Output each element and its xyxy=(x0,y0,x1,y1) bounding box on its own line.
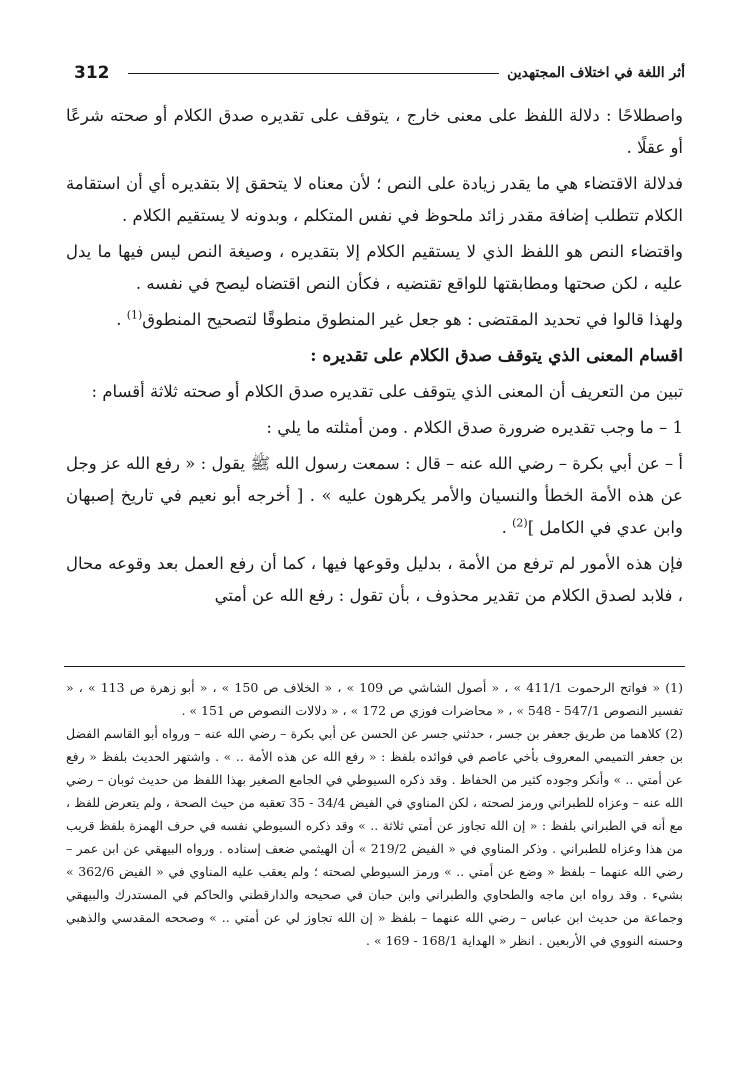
paragraph-divisions: تبين من التعريف أن المعنى الذي يتوقف على تقديره صدق الكلام أو صحته ثلاثة أقسام : xyxy=(91,382,683,401)
header-rule xyxy=(128,73,500,74)
footnote-1: (1) « فواتح الرحموت 411/1 » ، « أصول الشاشي ص 109 » ، « الخلاف ص 150 » ، « أبو زهرة ص 113 » ، « تفسير النصوص 547/1 - 548 » ، « محاضرات فوزي ص 172 » ، « دلالات النصوص ص 151 » . xyxy=(66,680,683,718)
section-heading: اقسام المعنى الذي يتوقف صدق الكلام على تقديره : xyxy=(310,346,683,366)
footnotes xyxy=(66,676,683,952)
paragraph-muqtada-text: ولهذا قالوا في تحديد المقتضى : هو جعل غير المنطوق منطوقًا لتصحيح المنطوق xyxy=(142,310,683,329)
paragraph-muqtada xyxy=(66,304,683,336)
paragraph-definition: واصطلاحًا : دلالة اللفظ على معنى خارج ، يتوقف على تقديره صدق الكلام أو صحته شرعًا أو عقلًا . xyxy=(66,106,683,157)
footnote-ref-2[interactable]: (2) xyxy=(512,516,528,530)
footnote-ref-1[interactable]: (1) xyxy=(126,308,143,322)
running-title: أثر اللغة في اختلاف المجتهدين xyxy=(507,65,685,81)
paragraph-explanation: فإن هذه الأمور لم ترفع من الأمة ، بدليل وقوعها فيها ، كما أن رفع العمل بعد وقوعه محال ، فلابد لصدق الكلام من تقدير محذوف ، بأن تقول : رفع الله عن أمتي xyxy=(66,554,683,605)
page-number: 312 xyxy=(74,63,110,83)
paragraph-iqtida-nass: واقتضاء النص هو اللفظ الذي لا يستقيم الكلام إلا بتقديره ، وصيغة النص ليس فيها ما يدل عليه ، لكن صحتها ومطابقتها للواقع تقتضيه ، فكأن النص اقتضاه ليصح في نفسه . xyxy=(66,242,683,293)
paragraph-item-1: 1 – ما وجب تقديره ضرورة صدق الكلام . ومن أمثلته ما يلي : xyxy=(266,418,683,437)
paragraph-hadith xyxy=(66,448,683,544)
page-header xyxy=(74,58,685,88)
main-text xyxy=(66,100,683,616)
footnote-2: (2) كلاهما من طريق جعفر بن جسر ، حدثني جسر عن الحسن عن أبي بكرة – رضي الله عنه – ورواه أبو القاسم الفضل بن جعفر التميمي المعروف بأخي عاصم في فوائده بلفظ : « رفع الله عن هذه الأمة .. » . واشتهر الحديث بلفظ « رفع عن أمتي .. » وأنكر وجوده كثير من الحفاظ . وقد ذكره السيوطي في الجامع الصغير بهذا اللفظ من حديث ثوبان – رضي الله عنه – وعزاه للطبراني ورمز لصحته ، لكن المناوي في الفيض 34/4 - 35 تعقبه من حيث الصحة ، ولم يتعرض للفظ ، مع أنه في الطبراني بلفظ : « إن الله تجاوز عن أمتي ثلاثة .. » وقد ذكره السيوطي نفسه في حرف الهمزة بلفظ قريب من هذا وعزاه للطبراني . وذكر المناوي في « الفيض 219/2 » أن الهيثمي ضعف إسناده . ورواه البيهقي عن ابن عمر – رضي الله عنهما – بلفظ « وضع عن أمتي .. » ورمز السيوطي لصحته ؛ ولم يعقب عليه المناوي في « الفيض 362/6 » بشيء . وقد رواه ابن ماجه والطحاوي والطبراني وابن حبان في صحيحه والدارقطني والحاكم في المستدرك والبيهقي وجماعة من حديث ابن عباس – رضي الله عنهما – بلفظ « إن الله تجاوز لي عن أمتي .. » وصححه المقدسي والذهبي وحسنه النووي في الأربعين . انظر « الهداية 168/1 - 169 » . xyxy=(66,726,684,948)
paragraph-iqtida: فدلالة الاقتضاء هي ما يقدر زيادة على النص ؛ لأن معناه لا يتحقق إلا بتقديره أي أن استقامة الكلام تتطلب إضافة مقدر زائد ملحوظ في نفس المتكلم ، وبدونه لا يستقيم الكلام . xyxy=(66,174,683,225)
paragraph-hadith-end: . xyxy=(501,518,513,537)
paragraph-muqtada-end: . xyxy=(116,310,127,329)
footnote-rule xyxy=(64,666,685,667)
paragraph-hadith-text: أ – عن أبي بكرة – رضي الله عنه – قال : سمعت رسول الله ﷺ يقول : « رفع الله عز وجل عن هذه الأمة الخطأ والنسيان والأمر يكرهون عليه » . [ أخرجه أبو نعيم في تاريخ إصبهان وابن عدي في الكامل ] xyxy=(66,454,683,537)
